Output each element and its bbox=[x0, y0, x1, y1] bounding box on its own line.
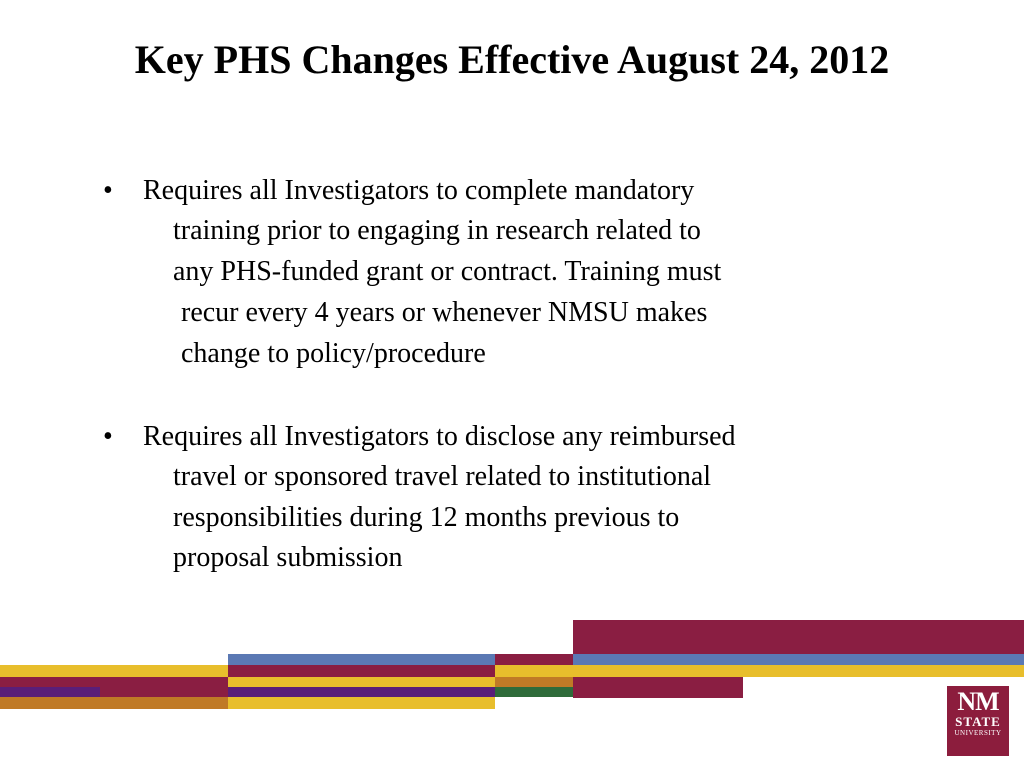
slide-title: Key PHS Changes Effective August 24, 2012 bbox=[134, 37, 890, 82]
stripe-maroon-right-bottom bbox=[573, 677, 743, 698]
stripe-maroon-mid bbox=[228, 665, 495, 677]
bullet-1-line-1: Requires all Investigators to complete mandatory bbox=[143, 175, 695, 206]
stripe-maroon-narrow bbox=[495, 654, 573, 665]
stripe-gold-mid bbox=[228, 677, 495, 687]
bullet-2-line-4: proposal submission bbox=[173, 542, 403, 573]
bullet-marker: • bbox=[103, 421, 113, 452]
bullet-2-line-2: travel or sponsored travel related to institutional bbox=[173, 461, 712, 492]
logo-university-text: UNIVERSITY bbox=[954, 729, 1002, 737]
bullet-2-line-1: Requires all Investigators to disclose any reimbursed bbox=[143, 421, 736, 452]
stripe-orange-narrow bbox=[495, 677, 573, 687]
stripe-blue-mid bbox=[228, 654, 495, 665]
stripe-maroon-left-2 bbox=[100, 687, 228, 697]
stripe-orange-left bbox=[0, 697, 228, 709]
stripe-gold-right bbox=[573, 665, 1024, 677]
stripe-maroon-right-top bbox=[573, 620, 1024, 654]
bullet-2-line-3: responsibilities during 12 months previous to bbox=[173, 502, 680, 533]
stripe-gold-narrow bbox=[495, 665, 573, 677]
bullet-1-line-2: training prior to engaging in research related to bbox=[173, 215, 701, 246]
stripe-green-narrow bbox=[495, 687, 573, 697]
bullet-1-line-3: any PHS-funded grant or contract. Training must bbox=[173, 256, 722, 287]
stripe-gold-left bbox=[0, 665, 228, 677]
stripe-purple-left bbox=[0, 687, 100, 697]
bullet-marker: • bbox=[103, 175, 113, 206]
nmsu-logo bbox=[947, 686, 1009, 756]
bullet-1-line-4: recur every 4 years or whenever NMSU makes bbox=[181, 297, 708, 328]
stripe-blue-right bbox=[573, 654, 1024, 665]
stripe-gold-mid-2 bbox=[228, 697, 495, 709]
logo-nm-text: NM bbox=[957, 687, 999, 716]
bullet-1-line-5: change to policy/procedure bbox=[181, 338, 486, 369]
stripe-maroon-left bbox=[0, 677, 228, 687]
stripe-purple-mid bbox=[228, 687, 495, 697]
logo-state-text: STATE bbox=[955, 714, 1001, 729]
